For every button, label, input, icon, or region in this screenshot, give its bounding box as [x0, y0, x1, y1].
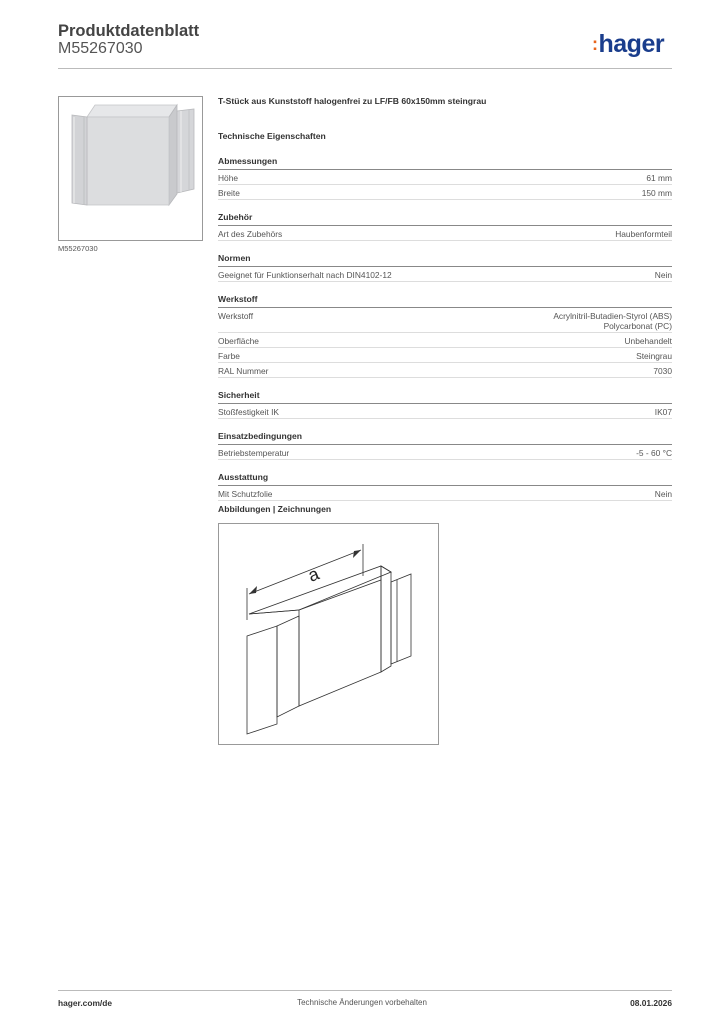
section-accessories — [218, 212, 672, 241]
property-row — [218, 348, 672, 363]
property-value: Nein — [654, 270, 672, 280]
property-row — [218, 445, 672, 460]
section-title: Zubehör — [218, 212, 672, 226]
section-title: Normen — [218, 253, 672, 267]
property-label: RAL Nummer — [218, 366, 269, 376]
technical-properties-heading: Technische Eigenschaften — [218, 131, 326, 141]
product-photo-icon — [59, 97, 202, 240]
section-title: Einsatzbedingungen — [218, 431, 672, 445]
property-row — [218, 363, 672, 378]
section-equipment — [218, 472, 672, 501]
property-row — [218, 226, 672, 241]
property-value: 61 mm — [646, 173, 672, 183]
property-label: Betriebstemperatur — [218, 448, 290, 458]
property-value: Steingrau — [636, 351, 672, 361]
property-value: Unbehandelt — [624, 336, 672, 346]
property-row — [218, 267, 672, 282]
section-title: Werkstoff — [218, 294, 672, 308]
section-material — [218, 294, 672, 378]
property-row — [218, 486, 672, 501]
property-label: Höhe — [218, 173, 239, 183]
property-value — [553, 311, 672, 331]
article-number: M55267030 — [58, 40, 143, 57]
section-title: Ausstattung — [218, 472, 672, 486]
property-label: Stoßfestigkeit IK — [218, 407, 279, 417]
footer-website-link[interactable]: hager.com/de — [58, 998, 112, 1008]
hager-logo[interactable] — [592, 30, 664, 59]
property-row — [218, 333, 672, 348]
property-row — [218, 185, 672, 200]
property-label: Farbe — [218, 351, 240, 361]
logo-text: hager — [598, 30, 665, 58]
t-piece-drawing-icon — [219, 524, 438, 744]
product-thumbnail — [58, 96, 203, 241]
property-value: -5 - 60 °C — [636, 448, 672, 458]
technical-drawing — [218, 523, 439, 745]
property-row — [218, 308, 672, 333]
section-operating-conditions — [218, 431, 672, 460]
property-value: 150 mm — [641, 188, 672, 198]
section-title: Sicherheit — [218, 390, 672, 404]
thumbnail-caption: M55267030 — [58, 244, 98, 253]
footer-disclaimer: Technische Änderungen vorbehalten — [297, 998, 427, 1007]
section-standards — [218, 253, 672, 282]
property-label: Breite — [218, 188, 240, 198]
property-row — [218, 404, 672, 419]
section-title: Abmessungen — [218, 156, 672, 170]
property-value: Haubenformteil — [615, 229, 672, 239]
property-label: Mit Schutzfolie — [218, 489, 273, 499]
property-value-line: Acrylnitril-Butadien-Styrol (ABS) — [553, 311, 672, 321]
section-dimensions — [218, 156, 672, 200]
property-label: Art des Zubehörs — [218, 229, 283, 239]
page-title: Produktdatenblatt — [58, 22, 200, 40]
footer-date: 08.01.2026 — [630, 998, 672, 1008]
property-row — [218, 170, 672, 185]
property-value: Nein — [654, 489, 672, 499]
property-value-line: Polycarbonat (PC) — [603, 321, 672, 331]
dimension-label: a — [305, 563, 322, 586]
images-drawings-heading: Abbildungen | Zeichnungen — [218, 504, 332, 514]
section-safety — [218, 390, 672, 419]
property-value: 7030 — [653, 366, 672, 376]
property-value: IK07 — [654, 407, 672, 417]
product-details — [218, 96, 672, 501]
property-label: Geeignet für Funktionserhalt nach DIN4102-12 — [218, 270, 392, 280]
header-divider — [58, 68, 672, 69]
logo-colon-mark: : — [592, 34, 598, 54]
footer-divider — [58, 990, 672, 991]
property-label: Oberfläche — [218, 336, 259, 346]
property-label: Werkstoff — [218, 311, 254, 321]
product-title: T-Stück aus Kunststoff halogenfrei zu LF/FB 60x150mm steingrau — [218, 96, 487, 106]
